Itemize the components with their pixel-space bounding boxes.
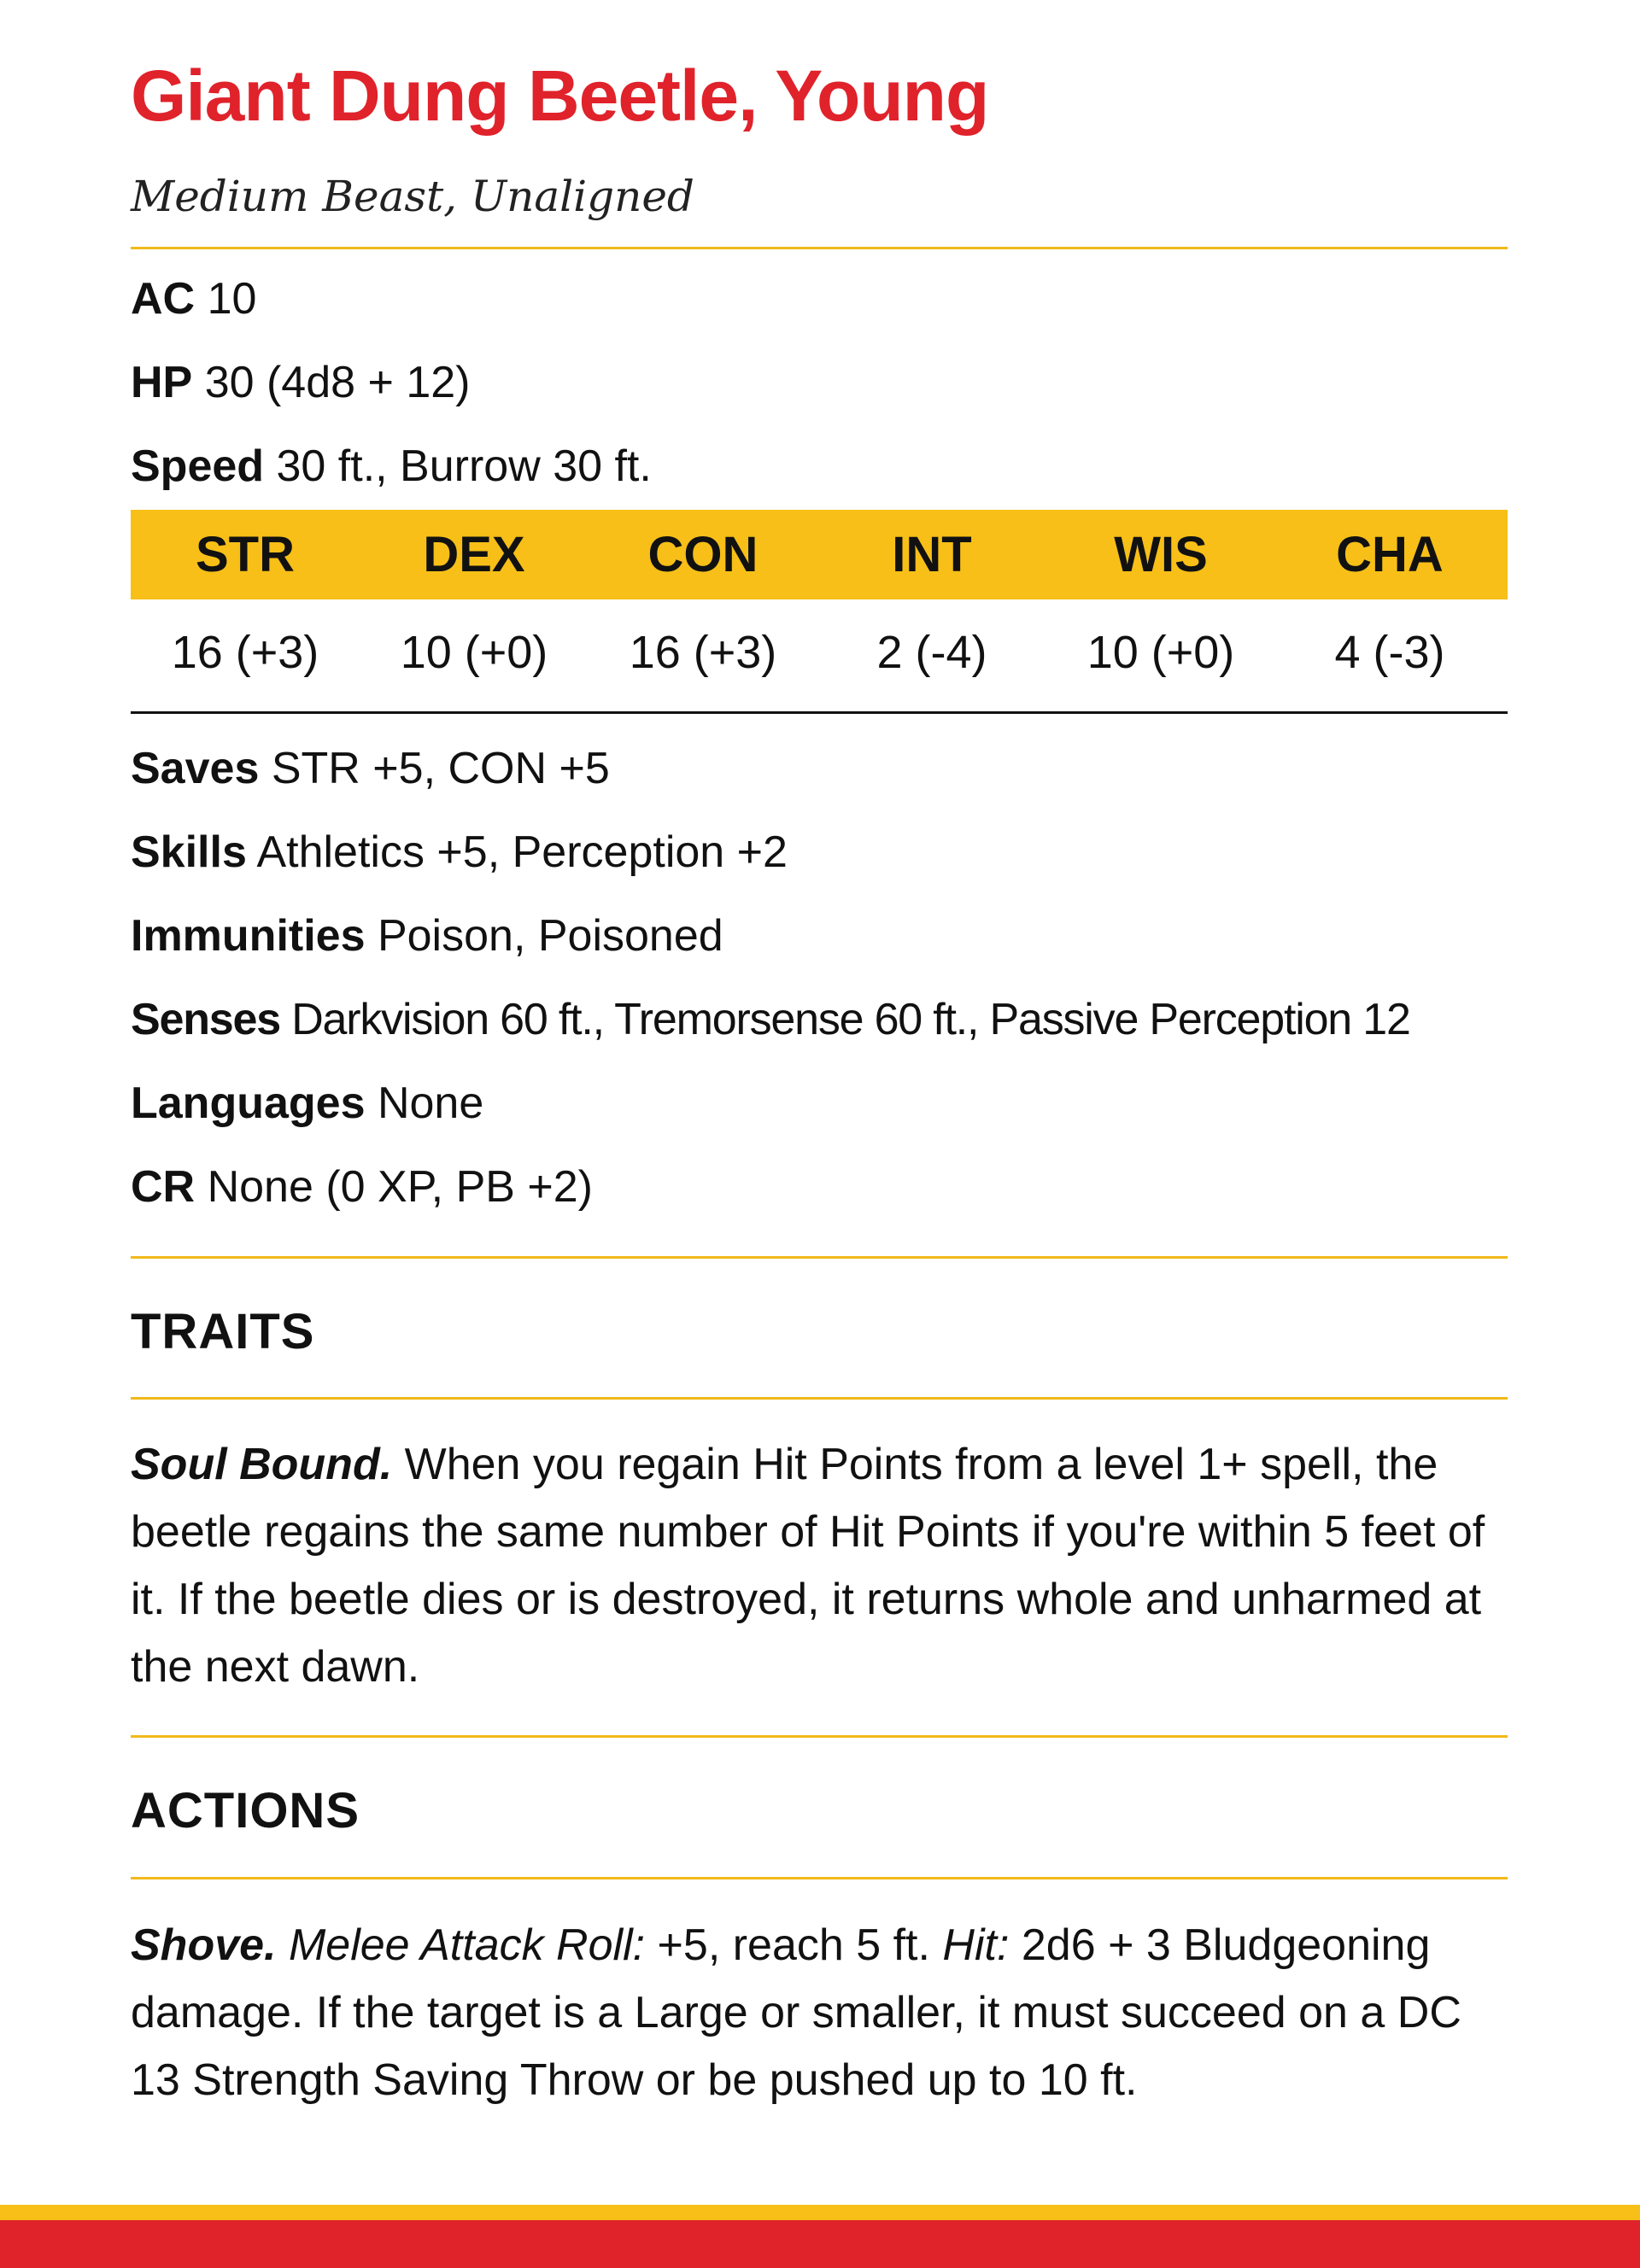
skills-label: Skills <box>131 827 247 877</box>
languages-label: Languages <box>131 1078 366 1128</box>
ability-score-int: 2 (-4) <box>876 627 987 678</box>
skills <box>131 825 788 880</box>
divider <box>131 1877 1508 1879</box>
creature-type: Medium Beast, Unaligned <box>131 172 694 221</box>
action-hit-label: Hit: <box>942 1920 1010 1970</box>
ability-score-wis: 10 (+0) <box>1086 627 1235 678</box>
ability-name-wis: WIS <box>1114 527 1208 582</box>
challenge-rating <box>131 1160 593 1214</box>
divider <box>131 1735 1508 1738</box>
action-shove <box>131 1912 1508 2114</box>
languages <box>131 1076 483 1131</box>
action-hit-text: 2d6 + 3 Bludgeoning damage. If the target is a Large or smaller, it must succeed on a DC 13 Strength Saving Throw or be pushed up to 10 ft. <box>131 1920 1461 2105</box>
armor-class-label: AC <box>131 274 196 324</box>
challenge-rating-value: None (0 XP, PB +2) <box>207 1162 593 1212</box>
languages-value: None <box>377 1078 484 1128</box>
armor-class <box>131 272 256 326</box>
ability-score-dex: 10 (+0) <box>400 627 548 678</box>
hit-points <box>131 355 470 410</box>
speed-label: Speed <box>131 441 265 491</box>
trait-text: When you regain Hit Points from a level 1+ spell, the beetle regains the same number of Hit Points if you're within 5 feet of it. If the beetle dies or is destroyed, it returns whole and unharmed at the next dawn. <box>131 1440 1485 1692</box>
creature-name: Giant Dung Beetle, Young <box>131 56 989 136</box>
hit-points-value: 30 (4d8 + 12) <box>204 358 471 407</box>
ability-name-cha: CHA <box>1336 527 1444 582</box>
action-attack-type: Melee Attack Roll: <box>288 1920 646 1970</box>
traits-heading: TRAITS <box>131 1304 315 1359</box>
speed-value: 30 ft., Burrow 30 ft. <box>276 441 652 491</box>
ability-name-int: INT <box>892 527 972 582</box>
ability-name-con: CON <box>647 527 758 582</box>
challenge-rating-label: CR <box>131 1162 196 1212</box>
divider <box>131 1397 1508 1400</box>
divider <box>131 1256 1508 1259</box>
skills-value: Athletics +5, Perception +2 <box>256 827 788 877</box>
speed <box>131 439 652 494</box>
hit-points-label: HP <box>131 358 193 407</box>
footer-red-band <box>0 2220 1640 2268</box>
immunities-value: Poison, Poisoned <box>377 911 723 961</box>
ability-header-row <box>131 510 1508 599</box>
action-name: Shove. <box>131 1920 277 1970</box>
saving-throws-label: Saves <box>131 744 260 793</box>
immunities-label: Immunities <box>131 911 366 961</box>
ability-name-str: STR <box>196 527 295 582</box>
armor-class-value: 10 <box>207 274 257 324</box>
ability-name-dex: DEX <box>423 527 525 582</box>
senses-value: Darkvision 60 ft., Tremorsense 60 ft., Passive Perception 12 <box>291 995 1410 1044</box>
ability-score-cha: 4 (-3) <box>1334 627 1445 678</box>
senses <box>131 992 1410 1047</box>
senses-label: Senses <box>131 995 280 1044</box>
actions-heading: ACTIONS <box>131 1783 360 1838</box>
footer-gold-band <box>0 2205 1640 2220</box>
saving-throws <box>131 741 610 796</box>
trait-soul-bound <box>131 1431 1508 1701</box>
ability-score-row <box>131 618 1508 687</box>
trait-name: Soul Bound. <box>131 1440 393 1489</box>
immunities <box>131 909 723 963</box>
divider <box>131 711 1508 714</box>
ability-score-str: 16 (+3) <box>171 627 319 678</box>
divider <box>131 247 1508 249</box>
saving-throws-value: STR +5, CON +5 <box>271 744 610 793</box>
ability-score-con: 16 (+3) <box>629 627 777 678</box>
action-attack-detail: +5, reach 5 ft. <box>657 1920 930 1970</box>
